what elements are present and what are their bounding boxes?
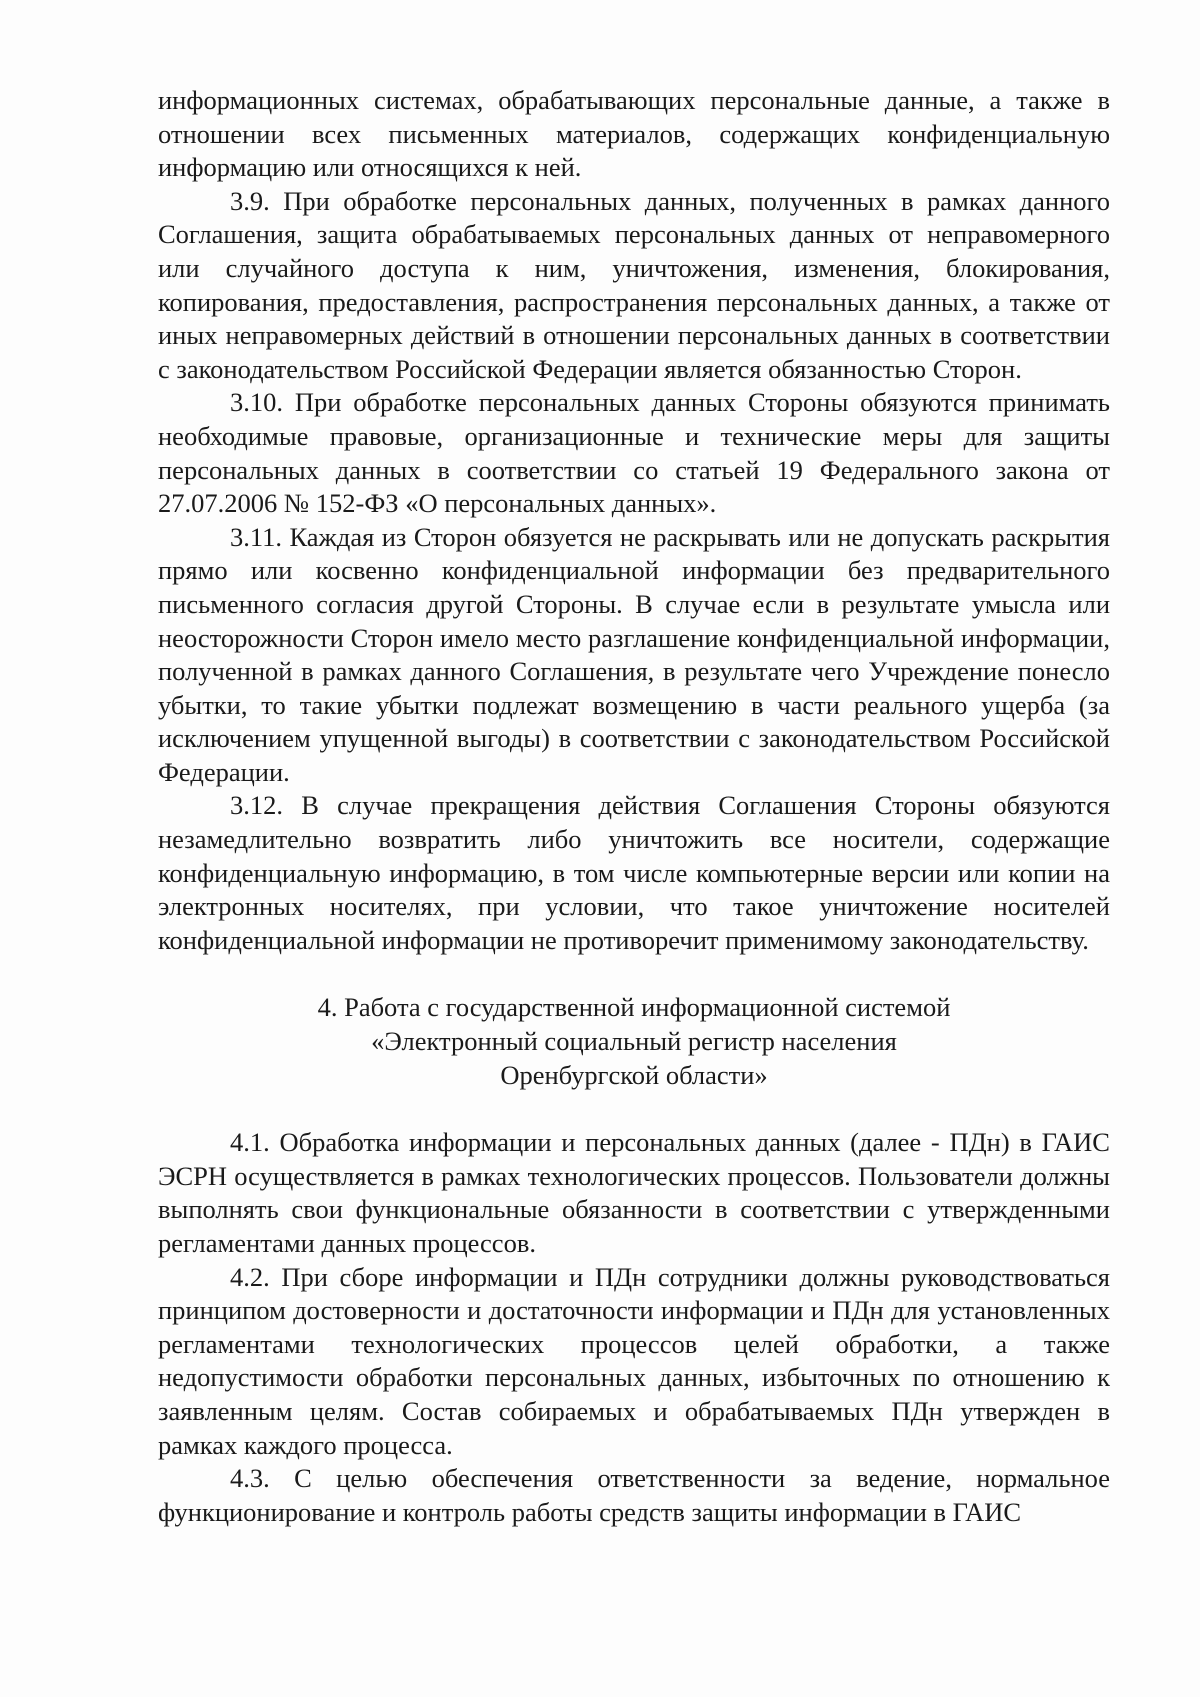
paragraph-continuation: информационных системах, обрабатывающих персональные данные, а также в отношении всех письменных материалов, содержащих конфиденциальную информацию или относящихся к ней. [158,85,1110,183]
section-heading-line-2: «Электронный социальный регистр населения [371,1026,897,1057]
paragraph-4-1: 4.1. Обработка информации и персональных данных (далее - ПДн) в ГАИС ЭСРН осуществляется в рамках технологических процессов. Пользователи должны выполнять свои функциональные обязанности в соответствии с утвержденными регламентами данных процессов. [158,1127,1110,1258]
paragraph-3-11: 3.11. Каждая из Сторон обязуется не раскрывать или не допускать раскрытия прямо или косвенно конфиденциальной информации без предварительного письменного согласия другой Стороны. В случае если в результате умысла или неосторожности Сторон имело место разглашение конфиденциальной информации, полученной в рамках данного Соглашения, в результате чего Учреждение понесло убытки, то такие убытки подлежат возмещению в части реального ущерба (за исключением упущенной выгоды) в соответствии с законодательством Российской Федерации. [158,521,1110,787]
document-body [158,84,1110,1529]
paragraph-4-3: 4.3. С целью обеспечения ответственности за ведение, нормальное функционирование и контроль работы средств защиты информации в ГАИС [158,1463,1110,1527]
paragraph-3-10: 3.10. При обработке персональных данных Стороны обязуются принимать необходимые правовые, организационные и технические меры для защиты персональных данных в соответствии со статьей 19 Федерального закона от 27.07.2006 № 152-ФЗ «О персональных данных». [158,387,1110,519]
paragraph-3-9: 3.9. При обработке персональных данных, полученных в рамках данного Соглашения, защита обрабатываемых персональных данных от неправомерного или случайного доступа к ним, уничтожения, изменения, блокирования, копирования, предоставления, распространения персональных данных, а также от иных неправомерных действий в отношении персональных данных в соответствии с законодательством Российской Федерации является обязанностью Сторон. [158,185,1110,384]
paragraph-4-2: 4.2. При сборе информации и ПДн сотрудники должны руководствоваться принципом достоверности и достаточности информации и ПДн для установленных регламентами технологических процессов целей обработки, а также недопустимости обработки персональных данных, избыточных по отношению к заявленным целям. Состав собираемых и обрабатываемых ПДн утвержден в рамках каждого процесса. [158,1261,1110,1460]
section-heading [158,991,1110,1092]
paragraph-3-12: 3.12. В случае прекращения действия Соглашения Стороны обязуются незамедлительно возвратить либо уничтожить все носители, содержащие конфиденциальную информацию, в том числе компьютерные версии или копии на электронных носителях, при условии, что такое уничтожение носителей конфиденциальной информации не противоречит применимому законодательству. [158,790,1110,955]
section-heading-line-3: Оренбургской области» [500,1059,768,1090]
section-heading-line-1: 4. Работа с государственной информационной системой [317,992,951,1023]
